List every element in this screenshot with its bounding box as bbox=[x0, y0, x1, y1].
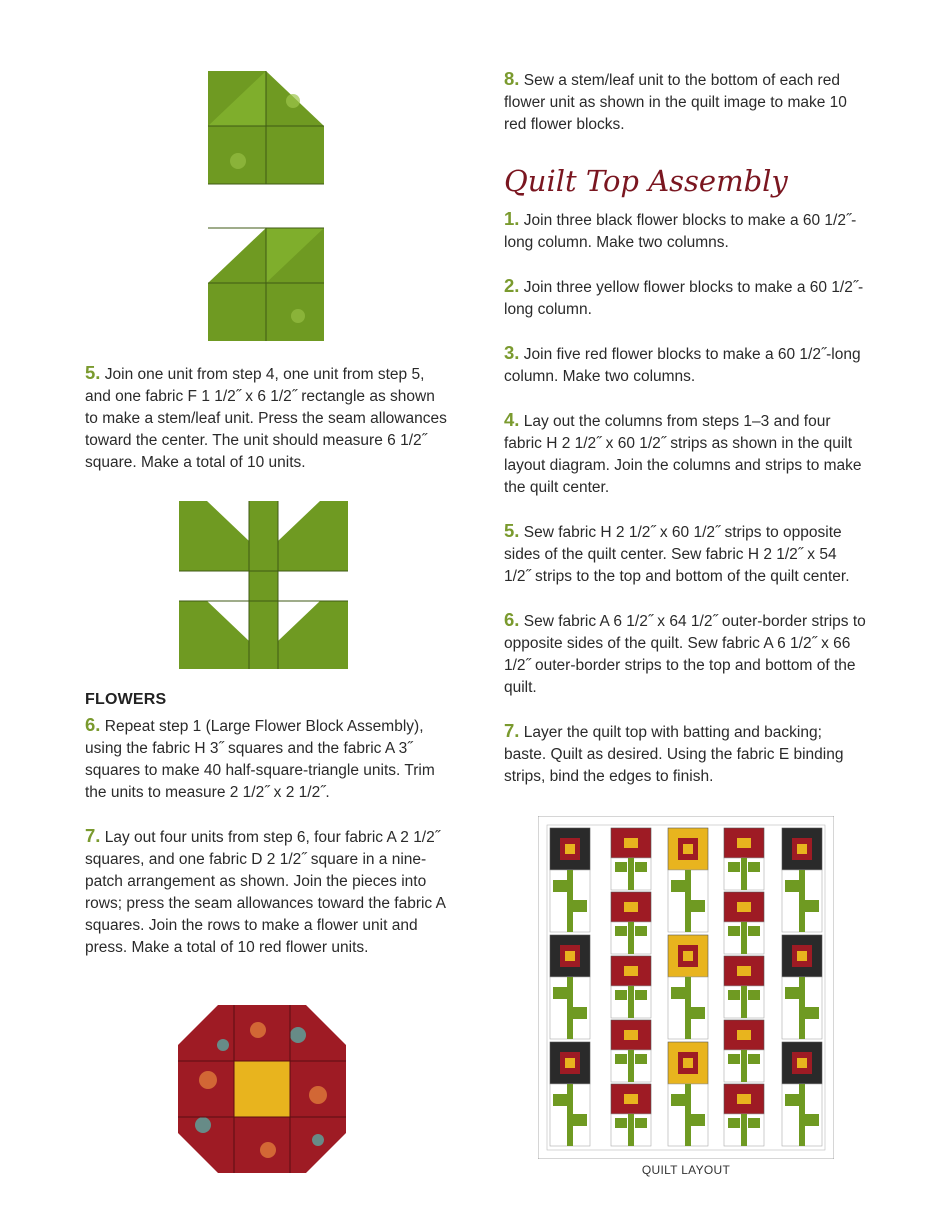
step-text: Join three black flower blocks to make a 60 1/2˝-long column. Make two columns. bbox=[504, 212, 857, 251]
quilt-layout-image bbox=[538, 816, 834, 1159]
step-text: Sew fabric A 6 1/2˝ x 64 1/2˝ outer-border strips to opposite sides of the quilt. Sew fabric A 6 1/2˝ x 66 1/2˝ outer-border strips to the top and bottom of the quilt. bbox=[504, 613, 866, 696]
assembly-step bbox=[504, 208, 866, 254]
step-number: 7. bbox=[85, 825, 101, 846]
left-column-lower bbox=[85, 714, 447, 980]
assembly-steps bbox=[504, 208, 866, 809]
step-text: Lay out the columns from steps 1–3 and four fabric H 2 1/2˝ x 60 1/2˝ strips as shown in the quilt layout diagram. Join the columns and strips to make the quilt center. bbox=[504, 413, 862, 496]
assembly-title: Quilt Top Assembly bbox=[504, 164, 788, 198]
step-number: 8. bbox=[504, 68, 520, 89]
left-column bbox=[85, 362, 447, 495]
assembly-step bbox=[504, 520, 866, 588]
step-text: Join five red flower blocks to make a 60 1/2˝-long column. Make two columns. bbox=[504, 346, 861, 385]
step-5 bbox=[85, 362, 447, 474]
stem-leaf-strip-image bbox=[208, 71, 324, 341]
step-number: 3. bbox=[504, 342, 520, 363]
step-text: Lay out four units from step 6, four fabric A 2 1/2˝ squares, and one fabric D 2 1/2˝ square in a nine-patch arrangement as shown. Join the pieces into rows; press the seam allowances toward the fabric A squares. Join the rows to make a flower unit and press. Make a total of 10 red flower units. bbox=[85, 829, 446, 956]
step-6 bbox=[85, 714, 447, 804]
right-column bbox=[504, 68, 866, 157]
red-flower-unit-image bbox=[178, 1005, 346, 1173]
step-number: 5. bbox=[85, 362, 101, 383]
step-text: Layer the quilt top with batting and backing; baste. Quilt as desired. Using the fabric E binding strips, bind the edges to finish. bbox=[504, 724, 844, 785]
assembly-step bbox=[504, 409, 866, 499]
step-8 bbox=[504, 68, 866, 136]
assembly-step bbox=[504, 609, 866, 699]
step-text: Sew fabric H 2 1/2˝ x 60 1/2˝ strips to opposite sides of the quilt center. Sew fabric H 2 1/2˝ x 54 1/2˝ strips to the top and bottom of the quilt center. bbox=[504, 524, 850, 585]
stem-leaf-unit-image bbox=[179, 501, 348, 669]
step-number: 6. bbox=[85, 714, 101, 735]
step-number: 6. bbox=[504, 609, 520, 630]
step-number: 5. bbox=[504, 520, 520, 541]
step-number: 7. bbox=[504, 720, 520, 741]
step-text: Sew a stem/leaf unit to the bottom of each red flower unit as shown in the quilt image to make 10 red flower blocks. bbox=[504, 72, 847, 133]
quilt-layout-caption: QUILT LAYOUT bbox=[641, 1163, 731, 1177]
step-7 bbox=[85, 825, 447, 959]
step-text: Join three yellow flower blocks to make a 60 1/2˝-long column. bbox=[504, 279, 864, 318]
assembly-step bbox=[504, 342, 866, 388]
flowers-heading: FLOWERS bbox=[85, 691, 167, 708]
step-number: 1. bbox=[504, 208, 520, 229]
step-number: 2. bbox=[504, 275, 520, 296]
step-text: Join one unit from step 4, one unit from step 5, and one fabric F 1 1/2˝ x 6 1/2˝ rectangle as shown to make a stem/leaf unit. Press the seam allowances toward the center. The unit should measure 6 1/2˝ square. Make a total of 10 units. bbox=[85, 366, 447, 471]
assembly-step bbox=[504, 275, 866, 321]
step-number: 4. bbox=[504, 409, 520, 430]
assembly-step bbox=[504, 720, 866, 788]
step-text: Repeat step 1 (Large Flower Block Assembly), using the fabric H 3˝ squares and the fabric A 3˝ squares to make 40 half-square-triangle units. Trim the units to measure 2 1/2˝ x 2 1/2˝. bbox=[85, 718, 435, 801]
